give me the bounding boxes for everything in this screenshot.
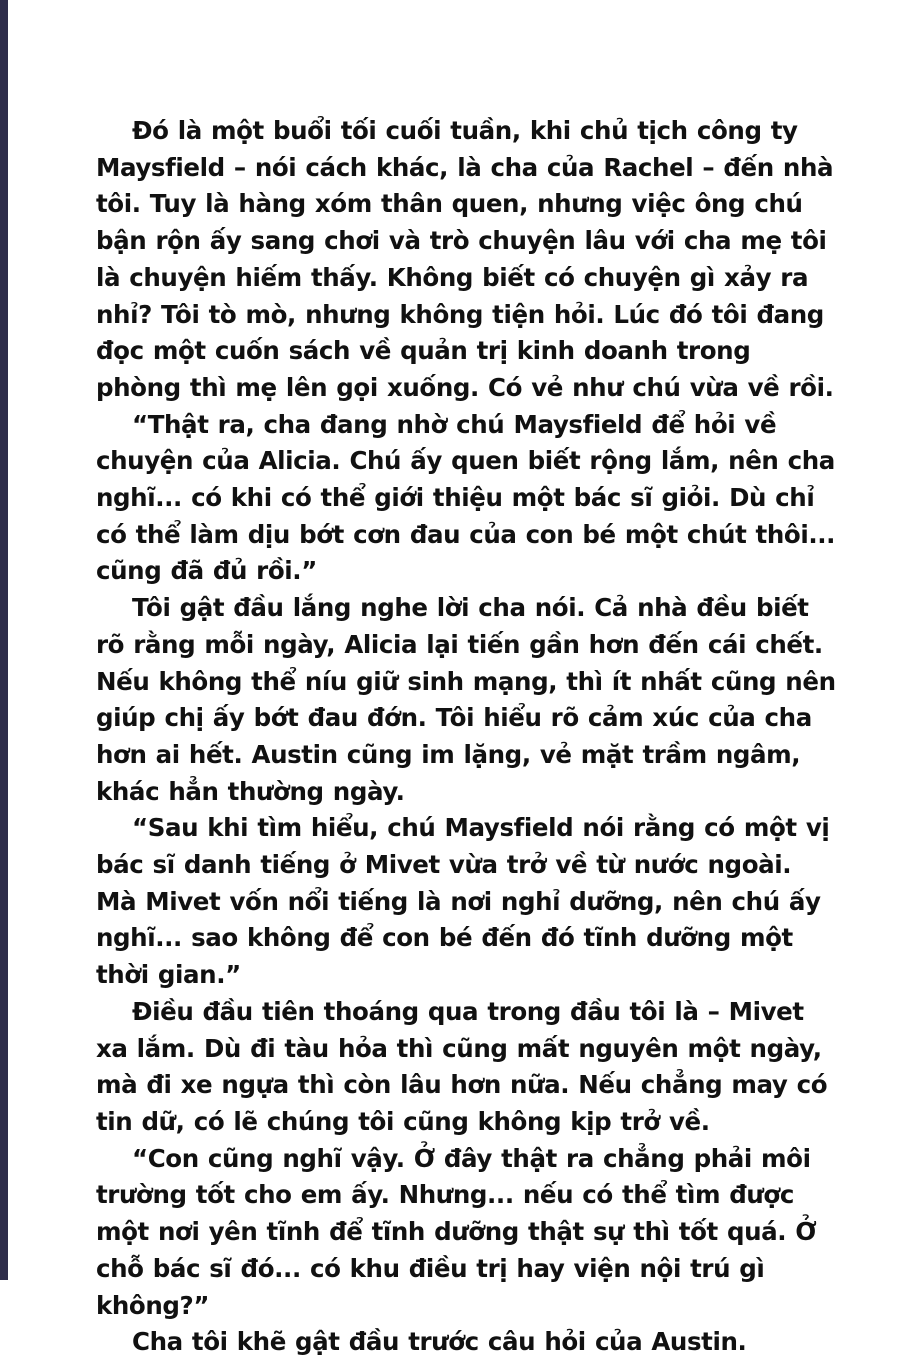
paragraph: Tôi gật đầu lắng nghe lời cha nói. Cả nhà đều biết rõ rằng mỗi ngày, Alicia lại tiến gần hơn đến cái chết. Nếu không thể níu giữ sinh mạng, thì ít nhất cũng nên giúp chị ấy bớt đau đớn. Tôi hiểu rõ cảm xúc của cha hơn ai hết. Austin cũng im lặng, vẻ mặt trầm ngâm, khác hẳn thường ngày. — [96, 593, 836, 806]
left-edge-bar — [0, 0, 8, 1280]
paragraph: Điều đầu tiên thoáng qua trong đầu tôi là – Mivet xa lắm. Dù đi tàu hỏa thì cũng mất nguyên một ngày, mà đi xe ngựa thì còn lâu hơn nữa. Nếu chẳng may có tin dữ, có lẽ chúng tôi cũng không kịp trở về. — [96, 996, 828, 1136]
paragraph: Đó là một buổi tối cuối tuần, khi chủ tịch công ty Maysfield – nói cách khác, là cha của Rachel – đến nhà tôi. Tuy là hàng xóm thân quen, nhưng việc ông chú bận rộn ấy sang chơi và trò chuyện lâu với cha mẹ tôi là chuyện hiếm thấy. Không biết có chuyện gì xảy ra nhỉ? Tôi tò mò, nhưng không tiện hỏi. Lúc đó tôi đang đọc một cuốn sách về quản trị kinh doanh trong phòng thì mẹ lên gọi xuống. Có vẻ như chú vừa về rồi. — [96, 116, 834, 402]
paragraph: Cha tôi khẽ gật đầu trước câu hỏi của Austin. — [132, 1327, 747, 1357]
paragraph: “Thật ra, cha đang nhờ chú Maysfield để hỏi về chuyện của Alicia. Chú ấy quen biết rộng lắm, nên cha nghĩ... có khi có thể giới thiệu một bác sĩ giỏi. Dù chỉ có thể làm dịu bớt cơn đau của con bé một chút thôi... cũng đã đủ rồi.” — [96, 409, 836, 586]
paragraph: “Sau khi tìm hiểu, chú Maysfield nói rằng có một vị bác sĩ danh tiếng ở Mivet vừa trở về từ nước ngoài. Mà Mivet vốn nổi tiếng là nơi nghỉ dưỡng, nên chú ấy nghĩ... sao không để con bé đến đó tĩnh dưỡng một thời gian.” — [96, 813, 830, 990]
text-page — [96, 113, 836, 1361]
paragraph: “Con cũng nghĩ vậy. Ở đây thật ra chẳng phải môi trường tốt cho em ấy. Nhưng... nếu có thể tìm được một nơi yên tĩnh để tĩnh dưỡng thật sự thì tốt quá. Ở chỗ bác sĩ đó... có khu điều trị hay viện nội trú gì không?” — [96, 1143, 817, 1320]
